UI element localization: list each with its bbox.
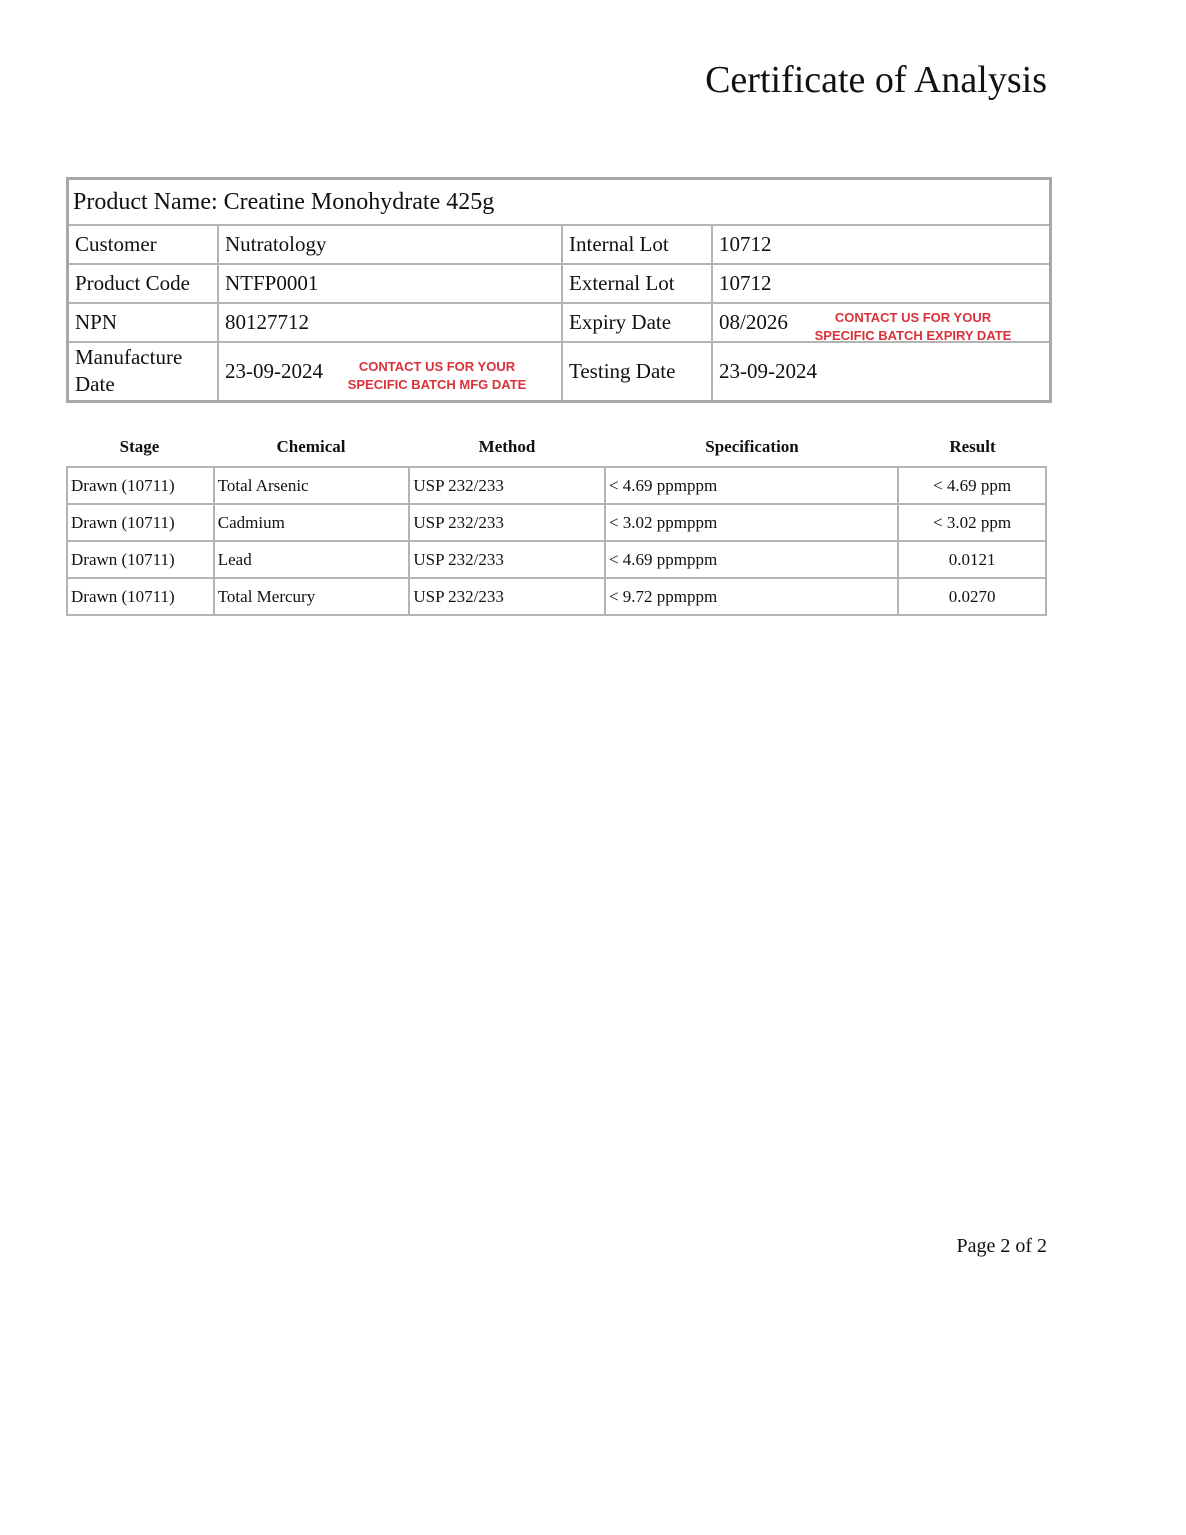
internal-lot-value: 10712 <box>712 225 1051 264</box>
result-cell: 0.0270 <box>898 578 1046 615</box>
specification-cell: < 9.72 ppmppm <box>605 578 898 615</box>
expiry-note-line1: CONTACT US FOR YOUR <box>834 310 992 325</box>
chemical-cell: Lead <box>214 541 410 578</box>
stage-cell: Drawn (10711) <box>67 467 214 504</box>
table-row <box>67 467 1046 504</box>
specification-cell: < 4.69 ppmppm <box>605 467 898 504</box>
npn-label: NPN <box>68 303 219 342</box>
mfg-note <box>347 358 527 394</box>
customer-value: Nutratology <box>218 225 562 264</box>
header-stage: Stage <box>119 437 160 456</box>
table-row <box>67 578 1046 615</box>
manufacture-date-value: 23-09-2024 <box>225 358 323 383</box>
chemical-cell: Total Mercury <box>214 578 410 615</box>
expiry-date-cell <box>712 303 1051 342</box>
page-number: Page 2 of 2 <box>956 1235 1047 1257</box>
results-table <box>66 466 1047 616</box>
expiry-note <box>813 309 1013 345</box>
table-row <box>67 504 1046 541</box>
specification-cell: < 4.69 ppmppm <box>605 541 898 578</box>
stage-cell: Drawn (10711) <box>67 578 214 615</box>
product-name: Product Name: Creatine Monohydrate 425g <box>68 179 1051 226</box>
header-result: Result <box>949 437 996 456</box>
external-lot-label: External Lot <box>562 264 712 303</box>
manufacture-date-label: Manufacture Date <box>68 342 219 401</box>
specification-cell: < 3.02 ppmppm <box>605 504 898 541</box>
header-specification: Specification <box>705 437 799 456</box>
expiry-note-line2: SPECIFIC BATCH EXPIRY DATE <box>814 328 1012 343</box>
result-cell: < 3.02 ppm <box>898 504 1046 541</box>
expiry-date-label: Expiry Date <box>562 303 712 342</box>
result-cell: 0.0121 <box>898 541 1046 578</box>
internal-lot-label: Internal Lot <box>562 225 712 264</box>
method-cell: USP 232/233 <box>409 578 605 615</box>
chemical-cell: Cadmium <box>214 504 410 541</box>
mfg-note-line1: CONTACT US FOR YOUR <box>358 359 516 374</box>
method-cell: USP 232/233 <box>409 541 605 578</box>
chemical-cell: Total Arsenic <box>214 467 410 504</box>
info-row <box>68 342 1051 401</box>
product-info-table <box>66 177 1052 403</box>
testing-date-label: Testing Date <box>562 342 712 401</box>
product-code-value: NTFP0001 <box>218 264 562 303</box>
testing-date-value: 23-09-2024 <box>712 342 1051 401</box>
table-row <box>67 541 1046 578</box>
info-row <box>68 225 1051 264</box>
result-cell: < 4.69 ppm <box>898 467 1046 504</box>
stage-cell: Drawn (10711) <box>67 504 214 541</box>
product-code-label: Product Code <box>68 264 219 303</box>
mfg-note-line2: SPECIFIC BATCH MFG DATE <box>347 377 527 392</box>
header-method: Method <box>478 437 536 456</box>
external-lot-value: 10712 <box>712 264 1051 303</box>
expiry-date-value: 08/2026 <box>719 310 788 334</box>
header-chemical: Chemical <box>276 437 346 456</box>
info-row <box>68 264 1051 303</box>
info-row <box>68 303 1051 342</box>
method-cell: USP 232/233 <box>409 467 605 504</box>
npn-value: 80127712 <box>218 303 562 342</box>
page-title: Certificate of Analysis <box>705 59 1047 101</box>
results-header <box>66 437 1046 457</box>
customer-label: Customer <box>68 225 219 264</box>
manufacture-date-cell <box>218 342 562 401</box>
stage-cell: Drawn (10711) <box>67 541 214 578</box>
method-cell: USP 232/233 <box>409 504 605 541</box>
